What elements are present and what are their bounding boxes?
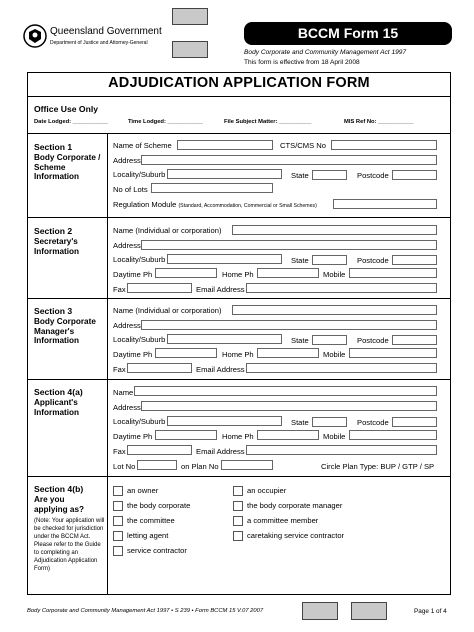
section-divider-line (107, 218, 108, 298)
section1-subtitle: Body Corporate / Scheme Information (34, 153, 101, 181)
state-label: State (291, 171, 309, 180)
address-label: Address (113, 156, 141, 165)
s3-address-label: Address (113, 321, 141, 330)
name-of-scheme-label: Name of Scheme (113, 141, 172, 150)
s4a-fax-label: Fax (113, 447, 126, 456)
s3-state-label: State (291, 336, 309, 345)
s3-state-field[interactable] (312, 335, 347, 345)
checkbox-committee-member[interactable] (233, 516, 243, 526)
s4a-postcode-label: Postcode (357, 418, 389, 427)
option-label: a committee member (247, 516, 319, 525)
reg-module-label (113, 200, 317, 211)
s3-name-label: Name (Individual or corporation) (113, 306, 222, 315)
section3-title: Section 3 (34, 306, 73, 316)
s2-email-field[interactable] (246, 283, 437, 293)
office-box-top (172, 8, 208, 25)
s3-postcode-field[interactable] (392, 335, 437, 345)
section-divider-line (107, 380, 108, 476)
s4a-address-label: Address (113, 403, 141, 412)
reg-module-text: Regulation Module (113, 200, 177, 209)
s2-address-label: Address (113, 241, 141, 250)
section4a-subtitle: Applicant's Information (34, 398, 80, 417)
s2-address-field[interactable] (141, 240, 437, 250)
option-label: the body corporate manager (247, 501, 343, 510)
plan-no-field[interactable] (221, 460, 273, 470)
footer-text: Body Corporate and Community Management Act 1997 • S 239 • Form BCCM 15 V.07 2007 (27, 608, 264, 614)
cts-cms-field[interactable] (331, 140, 437, 150)
option-label: the body corporate (127, 501, 191, 510)
footer-box-2 (351, 602, 387, 620)
section4b-note: (Note: Your application will be checked for jurisdiction under the BCCM Act. Please refer to the Guide to completing an Adjudication Application Form) (34, 518, 105, 572)
s3-locality-label: Locality/Suburb (113, 335, 166, 344)
reg-module-field[interactable] (333, 199, 437, 209)
s4a-locality-field[interactable] (167, 416, 282, 426)
option-label: letting agent (127, 531, 169, 540)
plan-no-label: on Plan No (181, 462, 219, 471)
checkbox-the-committee[interactable] (113, 516, 123, 526)
s3-name-field[interactable] (232, 305, 437, 315)
s4a-home-label: Home Ph (222, 432, 254, 441)
name-of-scheme-field[interactable] (177, 140, 273, 150)
s2-mobile-field[interactable] (349, 268, 437, 278)
form-heading: ADJUDICATION APPLICATION FORM (108, 75, 370, 91)
option-label: an occupier (247, 486, 287, 495)
s3-email-label: Email Address (196, 365, 245, 374)
divider (27, 476, 451, 477)
lots-label: No of Lots (113, 185, 148, 194)
s3-mobile-label: Mobile (323, 350, 346, 359)
s2-fax-label: Fax (113, 285, 126, 294)
form-title-banner (244, 22, 452, 45)
s2-postcode-label: Postcode (357, 256, 389, 265)
s2-mobile-label: Mobile (323, 270, 346, 279)
divider (27, 217, 451, 218)
qld-logo (22, 23, 48, 49)
date-lodged: Date Lodged: ___________ (34, 119, 109, 125)
divider (27, 298, 451, 299)
section-divider-line (107, 477, 108, 595)
divider (27, 133, 451, 134)
s4a-locality-label: Locality/Suburb (113, 417, 166, 426)
s2-email-label: Email Address (196, 285, 245, 294)
s3-email-field[interactable] (246, 363, 437, 373)
locality-label: Locality/Suburb (113, 170, 166, 179)
postcode-label: Postcode (357, 171, 389, 180)
s2-fax-field[interactable] (127, 283, 192, 293)
section2-title: Section 2 (34, 226, 73, 236)
s4a-email-field[interactable] (246, 445, 437, 455)
checkbox-body-corporate-manager[interactable] (233, 501, 243, 511)
s3-home-field[interactable] (257, 348, 319, 358)
gov-dept: Department of Justice and Attorney-General (50, 40, 148, 46)
header-act: Body Corporate and Community Management Act 1997 (244, 49, 407, 56)
option-label: caretaking service contractor (247, 531, 345, 540)
s2-postcode-field[interactable] (392, 255, 437, 265)
postcode-field[interactable] (392, 170, 437, 180)
s4a-mobile-label: Mobile (323, 432, 346, 441)
s2-locality-field[interactable] (167, 254, 282, 264)
s2-state-label: State (291, 256, 309, 265)
s4a-postcode-field[interactable] (392, 417, 437, 427)
checkbox-an-owner[interactable] (113, 486, 123, 496)
gov-name: Queensland Government (50, 26, 162, 37)
s4a-state-field[interactable] (312, 417, 347, 427)
s4a-daytime-field[interactable] (155, 430, 217, 440)
state-field[interactable] (312, 170, 347, 180)
s2-name-label: Name (Individual or corporation) (113, 226, 222, 235)
mis-ref: MIS Ref No: ___________ (344, 119, 414, 125)
lot-no-field[interactable] (137, 460, 177, 470)
s4a-home-field[interactable] (257, 430, 319, 440)
s2-state-field[interactable] (312, 255, 347, 265)
divider (27, 379, 451, 380)
s3-address-field[interactable] (141, 320, 437, 330)
s2-locality-label: Locality/Suburb (113, 255, 166, 264)
locality-field[interactable] (167, 169, 282, 179)
s4a-address-field[interactable] (141, 401, 437, 411)
s4a-name-field[interactable] (134, 386, 437, 396)
checkbox-caretaking-service-contractor[interactable] (233, 531, 243, 541)
s2-name-field[interactable] (232, 225, 437, 235)
checkbox-body-corporate[interactable] (113, 501, 123, 511)
section4a-title: Section 4(a) (34, 387, 83, 397)
checkbox-letting-agent[interactable] (113, 531, 123, 541)
circle-plan-type: Circle Plan Type: BUP / GTP / SP (321, 462, 435, 471)
s4a-state-label: State (291, 418, 309, 427)
s3-mobile-field[interactable] (349, 348, 437, 358)
s4a-mobile-field[interactable] (349, 430, 437, 440)
s3-daytime-label: Daytime Ph (113, 350, 153, 359)
office-box-mid (172, 41, 208, 58)
s3-fax-label: Fax (113, 365, 126, 374)
header-effective: This form is effective from 18 April 2008 (244, 59, 360, 66)
s4a-email-label: Email Address (196, 447, 245, 456)
s3-locality-field[interactable] (167, 334, 282, 344)
s2-daytime-label: Daytime Ph (113, 270, 153, 279)
lots-field[interactable] (151, 183, 273, 193)
form-title: BCCM Form 15 (297, 25, 399, 41)
section4b-title: Section 4(b) (34, 484, 84, 494)
page-number: Page 1 of 4 (414, 608, 447, 615)
checkbox-service-contractor[interactable] (113, 546, 123, 556)
s2-home-label: Home Ph (222, 270, 254, 279)
checkbox-an-occupier[interactable] (233, 486, 243, 496)
section2-subtitle: Secretary's Information (34, 237, 80, 256)
section-divider-line (107, 299, 108, 379)
s2-home-field[interactable] (257, 268, 319, 278)
option-label: an owner (127, 486, 159, 495)
office-use-title: Office Use Only (34, 104, 98, 114)
section3-subtitle: Body Corporate Manager's Information (34, 317, 96, 345)
section-divider-line (107, 134, 108, 217)
s4a-daytime-label: Daytime Ph (113, 432, 153, 441)
section4b-subtitle: Are you applying as? (34, 495, 85, 514)
footer-box-1 (302, 602, 338, 620)
s3-daytime-field[interactable] (155, 348, 217, 358)
reg-module-note: (Standard, Accommodation, Commercial or Small Schemes) (178, 203, 317, 209)
lot-no-label: Lot No (113, 462, 136, 471)
file-subject-matter: File Subject Matter: __________ (224, 119, 312, 125)
section1-title: Section 1 (34, 142, 73, 152)
divider (27, 96, 451, 97)
s2-daytime-field[interactable] (155, 268, 217, 278)
time-lodged: Time Lodged: ___________ (128, 119, 203, 125)
address-field[interactable] (141, 155, 437, 165)
cts-cms-label: CTS/CMS No (280, 141, 326, 150)
option-label: the committee (127, 516, 175, 525)
s3-home-label: Home Ph (222, 350, 254, 359)
s4a-name-label: Name (113, 388, 134, 397)
option-label: service contractor (127, 546, 187, 555)
s3-fax-field[interactable] (127, 363, 192, 373)
s4a-fax-field[interactable] (127, 445, 192, 455)
s3-postcode-label: Postcode (357, 336, 389, 345)
